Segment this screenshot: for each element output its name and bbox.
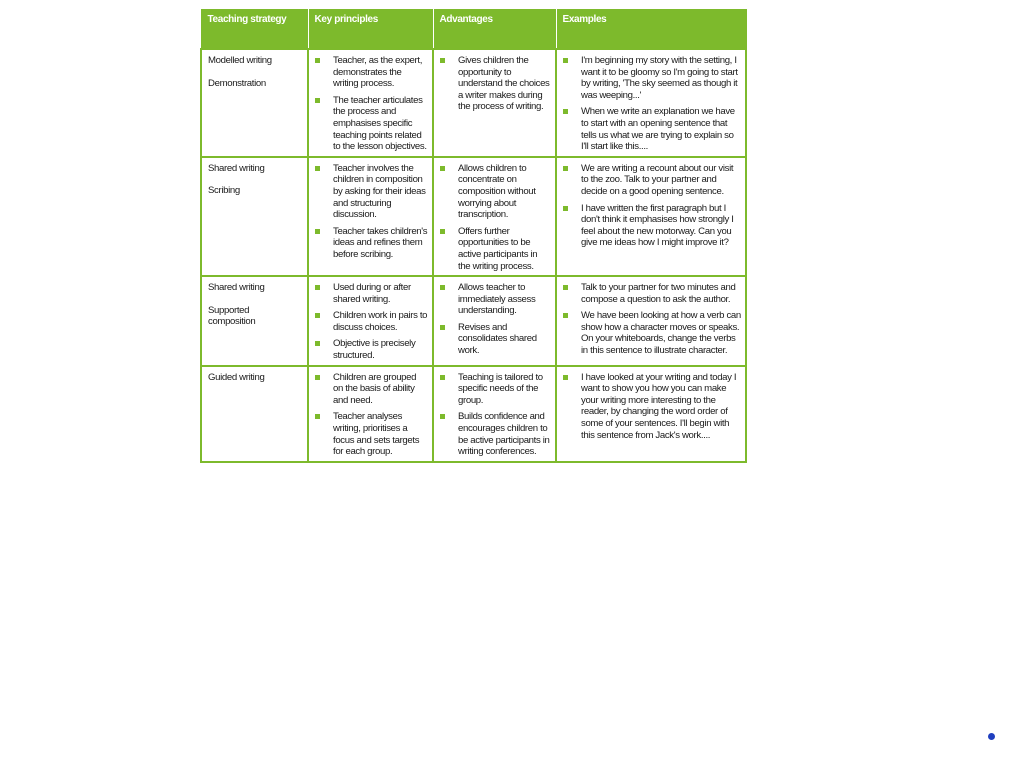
examples-cell bbox=[556, 366, 746, 462]
advantage-item: Allows children to concentrate on composition without worrying about transcription. bbox=[440, 163, 551, 221]
header-examples: Examples bbox=[556, 10, 746, 50]
principle-item: Teacher analyses writing, prioritises a focus and sets targets for each group. bbox=[315, 411, 428, 457]
strategy-cell bbox=[201, 49, 308, 157]
principles-cell bbox=[308, 157, 433, 276]
advantage-item: Allows teacher to immediately assess understanding. bbox=[440, 282, 551, 317]
principle-item: Objective is precisely structured. bbox=[315, 338, 428, 361]
principle-item: Children are grouped on the basis of ability and need. bbox=[315, 372, 428, 407]
example-item: I have written the first paragraph but I don't think it emphasises how strongly I feel about the new motorway. Can you give me ideas how I might improve it? bbox=[563, 203, 741, 249]
strategy-subtype: Scribing bbox=[208, 185, 240, 197]
bullet-list bbox=[440, 372, 551, 458]
bullet-list bbox=[563, 372, 741, 442]
example-item: I'm beginning my story with the setting, I want it to be gloomy so I'm going to start by writing, 'The sky seemed as though it was weeping...' bbox=[563, 55, 741, 101]
strategy-cell bbox=[201, 366, 308, 462]
examples-cell bbox=[556, 157, 746, 276]
table-row bbox=[201, 157, 746, 276]
principle-item: The teacher articulates the process and emphasises specific teaching points related to the lesson objectives. bbox=[315, 95, 428, 153]
strategy-subtype: Supported composition bbox=[208, 304, 256, 328]
header-advantages: Advantages bbox=[433, 10, 556, 50]
advantage-item: Offers further opportunities to be active participants in the writing process. bbox=[440, 226, 551, 272]
principles-cell bbox=[308, 49, 433, 157]
bullet-list bbox=[563, 163, 741, 249]
advantages-cell bbox=[433, 157, 556, 276]
examples-cell bbox=[556, 49, 746, 157]
table-row bbox=[201, 49, 746, 157]
bullet-list bbox=[440, 55, 551, 113]
principles-cell bbox=[308, 276, 433, 366]
strategy-name: Shared writing bbox=[208, 162, 265, 174]
advantages-cell bbox=[433, 49, 556, 157]
principle-item: Teacher, as the expert, demonstrates the writing process. bbox=[315, 55, 428, 90]
advantage-item: Gives children the opportunity to understand the choices a writer makes during the process of writing. bbox=[440, 55, 551, 113]
examples-cell bbox=[556, 276, 746, 366]
example-item: When we write an explanation we have to start with an opening sentence that tells us what we are trying to explain so I'll start like this.... bbox=[563, 106, 741, 152]
bullet-list bbox=[315, 282, 428, 362]
teaching-strategy-table bbox=[200, 9, 747, 463]
principle-item: Children work in pairs to discuss choices. bbox=[315, 310, 428, 333]
bullet-list bbox=[440, 282, 551, 357]
bullet-list bbox=[563, 55, 741, 153]
header-teaching-strategy: Teaching strategy bbox=[201, 10, 308, 50]
bullet-list bbox=[440, 163, 551, 272]
table-row bbox=[201, 366, 746, 462]
example-item: Talk to your partner for two minutes and compose a question to ask the author. bbox=[563, 282, 741, 305]
advantages-cell bbox=[433, 276, 556, 366]
strategy-name: Modelled writing bbox=[208, 55, 272, 66]
bullet-list bbox=[315, 163, 428, 261]
advantage-item: Revises and consolidates shared work. bbox=[440, 322, 551, 357]
strategy-name: Shared writing bbox=[208, 282, 265, 294]
table-header-row bbox=[201, 10, 746, 50]
advantages-cell bbox=[433, 366, 556, 462]
principle-item: Used during or after shared writing. bbox=[315, 282, 428, 305]
header-key-principles: Key principles bbox=[308, 10, 433, 50]
example-item: We have been looking at how a verb can show how a character moves or speaks. On your whiteboards, change the verbs in this sentence to illustrate character. bbox=[563, 310, 741, 356]
page-indicator-dot bbox=[988, 733, 995, 740]
principle-item: Teacher involves the children in composition by asking for their ideas and structuring discussion. bbox=[315, 163, 428, 221]
example-item: We are writing a recount about our visit to the zoo. Talk to your partner and decide on a good opening sentence. bbox=[563, 163, 741, 198]
bullet-list bbox=[315, 372, 428, 458]
principle-item: Teacher takes children's ideas and refines them before scribing. bbox=[315, 226, 428, 261]
advantage-item: Teaching is tailored to specific needs of the group. bbox=[440, 372, 551, 407]
bullet-list bbox=[315, 55, 428, 153]
bullet-list bbox=[563, 282, 741, 357]
strategy-name: Guided writing bbox=[208, 371, 265, 383]
strategy-subtype: Demonstration bbox=[208, 77, 266, 89]
strategy-cell bbox=[201, 276, 308, 366]
principles-cell bbox=[308, 366, 433, 462]
advantage-item: Builds confidence and encourages children to be active participants in writing conferences. bbox=[440, 411, 551, 457]
strategy-cell bbox=[201, 157, 308, 276]
table-row bbox=[201, 276, 746, 366]
example-item: I have looked at your writing and today I want to show you how you can make your writing more interesting to the reader, by changing the word order of some of your sentences. I'll begin with this sentence from Jack's work.... bbox=[563, 372, 741, 442]
